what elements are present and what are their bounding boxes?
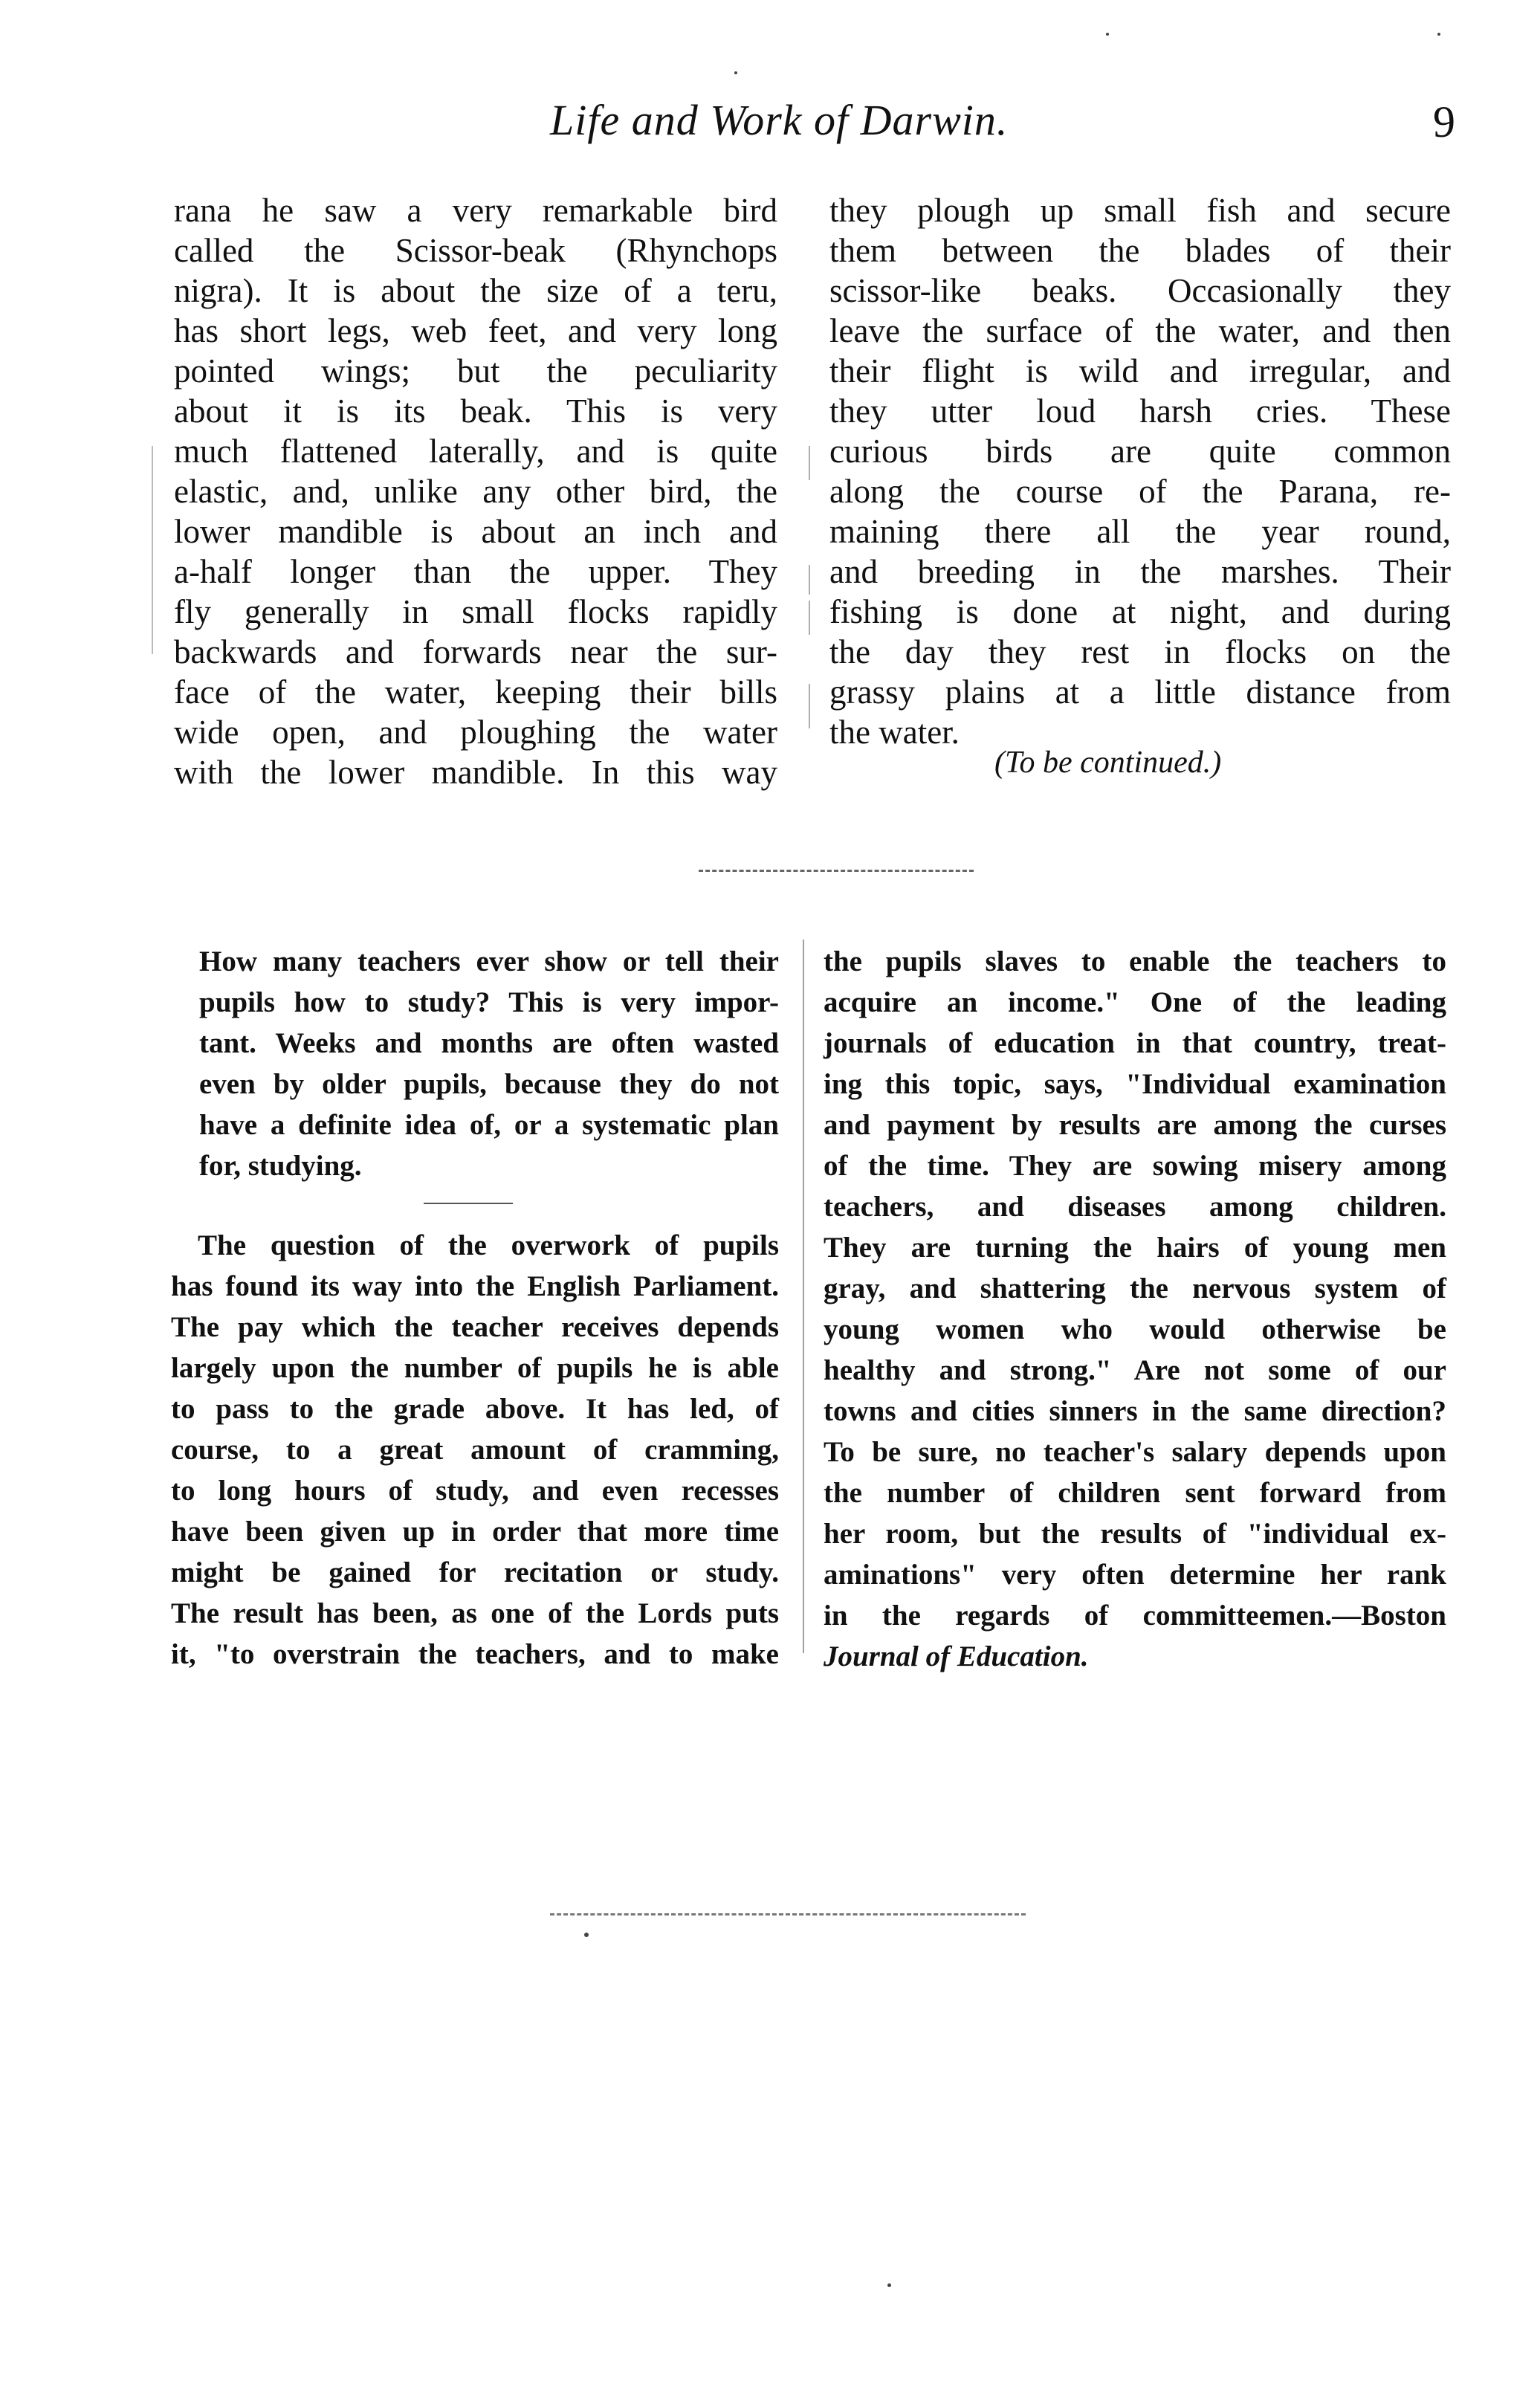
running-title: Life and Work of Darwin. [550,96,1009,144]
notes-right-column [824,941,1446,1677]
bottom-divider [550,1913,1026,1915]
text-line: they plough up small fish and secure [829,192,1451,229]
text-line: teachers, and diseases among children. [824,1191,1446,1223]
text-line: has found its way into the English Parliament. [171,1270,779,1302]
text-line: nigra). It is about the size of a teru, [174,272,777,309]
text-line: to long hours of study, and even recesses [171,1475,779,1507]
scan-speck [1437,33,1440,36]
text-line: wide open, and ploughing the water [174,714,777,751]
scan-speck [584,1933,589,1937]
text-line: scissor-like beaks. Occasionally they [829,272,1451,309]
text-line: along the course of the Parana, re- [829,473,1451,510]
text-line: might be gained for recitation or study. [171,1556,779,1588]
text-line: They are turning the hairs of young men [824,1232,1446,1264]
text-line: they utter loud harsh cries. These [829,392,1451,430]
text-line: young women who would otherwise be [824,1313,1446,1345]
text-line: lower mandible is about an inch and [174,513,777,550]
text-line: of the time. They are sowing misery among [824,1150,1446,1182]
text-line: aminations" very often determine her rank [824,1559,1446,1591]
text-line: healthy and strong." Are not some of our [824,1354,1446,1386]
text-line: The pay which the teacher receives depends [171,1311,779,1343]
text-line: to pass to the grade above. It has led, of [171,1393,779,1425]
text-line: have been given up in order that more time [171,1516,779,1548]
text-line: the pupils slaves to enable the teachers to [824,945,1446,977]
scan-speck [1106,33,1109,36]
text-line: course, to a great amount of cramming, [171,1434,779,1466]
text-line: the water. [829,714,960,751]
article-left-column [174,190,777,792]
text-line: The result has been, as one of the Lords puts [171,1597,779,1629]
text-line: called the Scissor-beak (Rhynchops [174,232,777,269]
text-line: much flattened laterally, and is quite [174,433,777,470]
scan-speck [887,2283,891,2287]
text-line: largely upon the number of pupils he is able [171,1352,779,1384]
text-line: a-half longer than the upper. They [174,553,777,590]
text-line: and breeding in the marshes. Their [829,553,1451,590]
column-separator [809,601,810,635]
text-line: in the regards of committeemen.—Boston [824,1600,1446,1632]
column-separator [809,446,810,480]
text-line: journals of education in that country, treat- [824,1027,1446,1059]
text-line: her room, but the results of "individual ex- [824,1518,1446,1550]
scan-speck [734,71,737,74]
text-line: grassy plains at a little distance from [829,673,1451,711]
text-line: fishing is done at night, and during [829,593,1451,630]
text-line: acquire an income." One of the leading [824,986,1446,1018]
page-number: 9 [1433,97,1455,146]
notes-left-paragraph-2 [171,1225,779,1675]
text-line: ing this topic, says, "Individual examination [824,1068,1446,1100]
text-line: them between the blades of their [829,232,1451,269]
text-line: the day they rest in flocks on the [829,633,1451,670]
text-line: has short legs, web feet, and very long [174,312,777,349]
text-line: backwards and forwards near the sur- [174,633,777,670]
text-line: The question of the overwork of pupils [198,1229,779,1261]
text-line: pointed wings; but the peculiarity [174,352,777,389]
margin-mark [152,446,153,654]
column-separator [809,684,810,728]
text-line: face of the water, keeping their bills [174,673,777,711]
column-separator [803,940,804,1653]
paragraph-divider [424,1203,513,1204]
text-line: Journal of Education. [824,1640,1089,1672]
text-line: maining there all the year round, [829,513,1451,550]
text-line: To be sure, no teacher's salary depends upon [824,1436,1446,1468]
text-line: towns and cities sinners in the same direction? [824,1395,1446,1427]
text-line: curious birds are quite common [829,433,1451,470]
text-line: for, studying. [199,1150,362,1182]
text-line: even by older pupils, because they do not [199,1068,779,1100]
text-line: with the lower mandible. In this way [174,754,777,791]
section-divider [699,870,974,872]
text-line: their flight is wild and irregular, and [829,352,1451,389]
text-line: pupils how to study? This is very impor- [199,986,779,1018]
text-line: rana he saw a very remarkable bird [174,192,777,229]
text-line: about it is its beak. This is very [174,392,777,430]
text-line: tant. Weeks and months are often wasted [199,1027,779,1059]
text-line: the number of children sent forward from [824,1477,1446,1509]
text-line: elastic, and, unlike any other bird, the [174,473,777,510]
column-separator [809,565,810,595]
text-line: gray, and shattering the nervous system of [824,1273,1446,1304]
text-line: leave the surface of the water, and then [829,312,1451,349]
text-line: have a definite idea of, or a systematic plan [199,1109,779,1141]
text-line: it, "to overstrain the teachers, and to make [171,1638,779,1670]
text-line: How many teachers ever show or tell their [199,945,779,977]
continued-note: (To be continued.) [994,746,1222,780]
notes-left-paragraph-1 [199,941,779,1186]
text-line: fly generally in small flocks rapidly [174,593,777,630]
article-right-column [829,190,1451,752]
text-line: and payment by results are among the curses [824,1109,1446,1141]
